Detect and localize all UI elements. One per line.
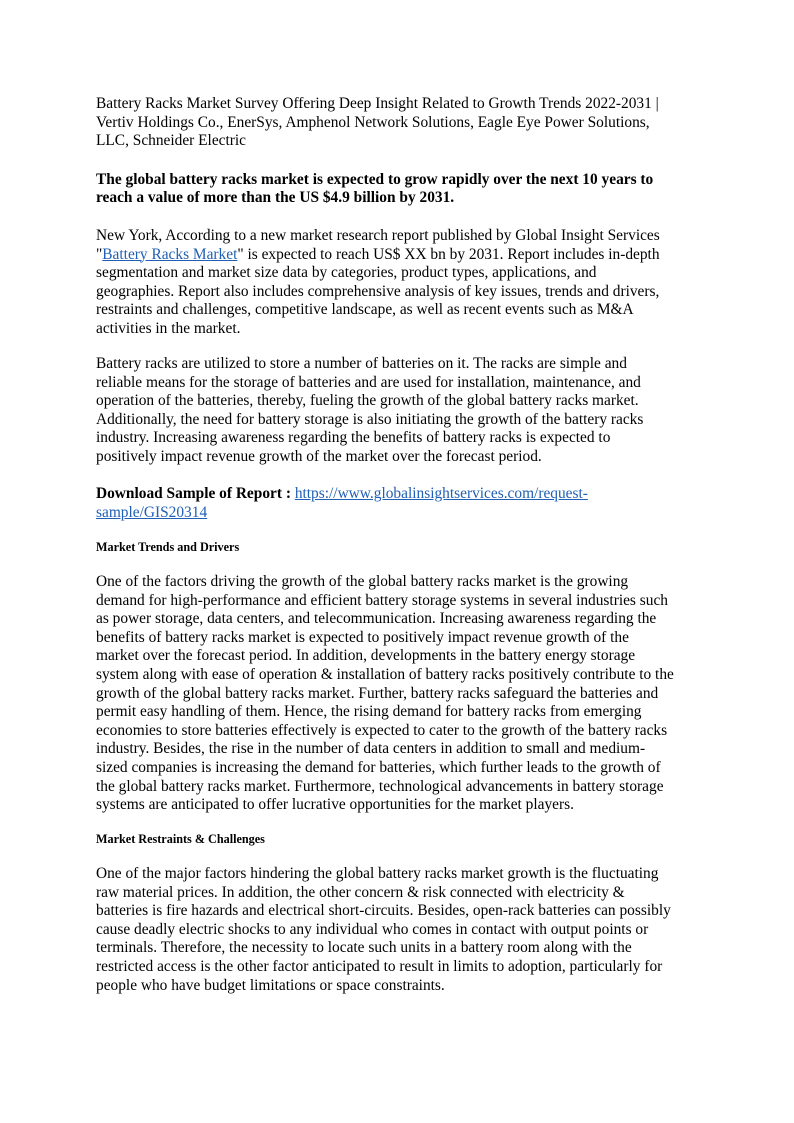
paragraph-line: Additionally, the need for battery storage is also initiating the growth of the battery racks [96,410,644,428]
paragraph-line: the global battery racks market. Furthermore, technological advancements in battery storage [96,777,664,795]
lead-line: The global battery racks market is expected to grow rapidly over the next 10 years to [96,171,654,188]
quote-mark: " [96,245,103,263]
intro-line: segmentation and market size data by categories, product types, applications, and [96,264,597,282]
lead-statement [96,171,716,208]
paragraph-trends [96,573,716,815]
paragraph-line: growth of the global battery racks market. Further, battery racks safeguard the batteries and [96,684,659,702]
intro-line-tail: " is expected to reach US$ XX bn by 2031. Report includes in-depth [237,245,660,263]
title-line: Vertiv Holdings Co., EnerSys, Amphenol Network Solutions, Eagle Eye Power Solutions, [96,113,650,131]
paragraph-line: people who have budget limitations or space constraints. [96,976,445,994]
document-title [96,95,716,151]
lead-line: reach a value of more than the US $4.9 billion by 2031. [96,189,455,207]
paragraph-line: One of the major factors hindering the global battery racks market growth is the fluctuating [96,865,659,882]
paragraph-line: positively impact revenue growth of the market over the forecast period. [96,447,542,465]
paragraph-line: batteries is fire hazards and electrical short-circuits. Besides, open-rack batteries can possibly [96,902,671,920]
section-heading-restraints: Market Restraints & Challenges [96,832,265,846]
paragraph-line: operation of the batteries, thereby, fueling the growth of the global battery racks market. [96,392,639,410]
paragraph-line: raw material prices. In addition, the other concern & risk connected with electricity & [96,883,625,901]
download-url-link[interactable]: https://www.globalinsightservices.com/request- [294,485,588,502]
section-heading-trends: Market Trends and Drivers [96,540,240,554]
paragraph-line: reliable means for the storage of batteries and are used for installation, maintenance, and [96,373,641,391]
paragraph-line: Battery racks are utilized to store a number of batteries on it. The racks are simple and [96,355,627,372]
paragraph-line: economies to store batteries effectively is expected to cater to the growth of the battery racks [96,721,668,739]
title-line: Battery Racks Market Survey Offering Deep Insight Related to Growth Trends 2022-2031 | [96,95,659,112]
paragraph-line: industry. Increasing awareness regarding the benefits of battery racks is expected to [96,429,611,447]
paragraph-line: terminals. Therefore, the necessity to locate such units in a battery room along with the [96,939,632,957]
paragraph-line: demand for high-performance and efficient battery storage systems in several industries such [96,591,668,609]
paragraph-line: systems are anticipated to offer lucrative opportunities for the market players. [96,796,574,814]
paragraph-line: sized companies is increasing the demand for batteries, which further leads to the growth of [96,758,661,776]
paragraph-line: benefits of battery racks market is expected to positively impact revenue growth of the [96,628,629,646]
intro-line-with-link [96,246,716,265]
intro-line: restraints and challenges, competitive landscape, as well as recent events such as M&A [96,301,634,319]
title-line: LLC, Schneider Electric [96,132,246,150]
paragraph-line: as power storage, data centers, and telecommunication. Increasing awareness regarding the [96,610,657,628]
paragraph-line: restricted access is the other factor anticipated to result in limits to adoption, particularly for [96,957,663,975]
download-label: Download Sample of Report : [96,485,291,502]
paragraph-line: permit easy handling of them. Hence, the rising demand for battery racks from emerging [96,703,642,721]
intro-paragraph [96,227,716,339]
intro-line: New York, According to a new market research report published by Global Insight Services [96,227,660,244]
download-url-link-continued[interactable]: sample/GIS20314 [96,503,208,521]
paragraph-battery-racks [96,355,716,467]
paragraph-line: industry. Besides, the rise in the number of data centers in addition to small and medium- [96,740,646,758]
download-line [96,504,716,523]
download-sample [96,485,716,522]
paragraph-line: One of the factors driving the growth of the global battery racks market is the growing [96,573,629,590]
paragraph-restraints [96,865,716,995]
intro-line: geographies. Report also includes comprehensive analysis of key issues, trends and drivers, [96,282,660,300]
intro-line: activities in the market. [96,319,241,337]
paragraph-line: cause deadly electric shocks to any individual who comes in contact with output points or [96,920,649,938]
paragraph-line: market over the forecast period. In addition, developments in the battery energy storage [96,647,636,665]
download-line [96,485,716,504]
battery-racks-market-link[interactable]: Battery Racks Market [102,245,238,263]
paragraph-line: system along with ease of operation & installation of battery racks positively contribute to the [96,665,674,683]
